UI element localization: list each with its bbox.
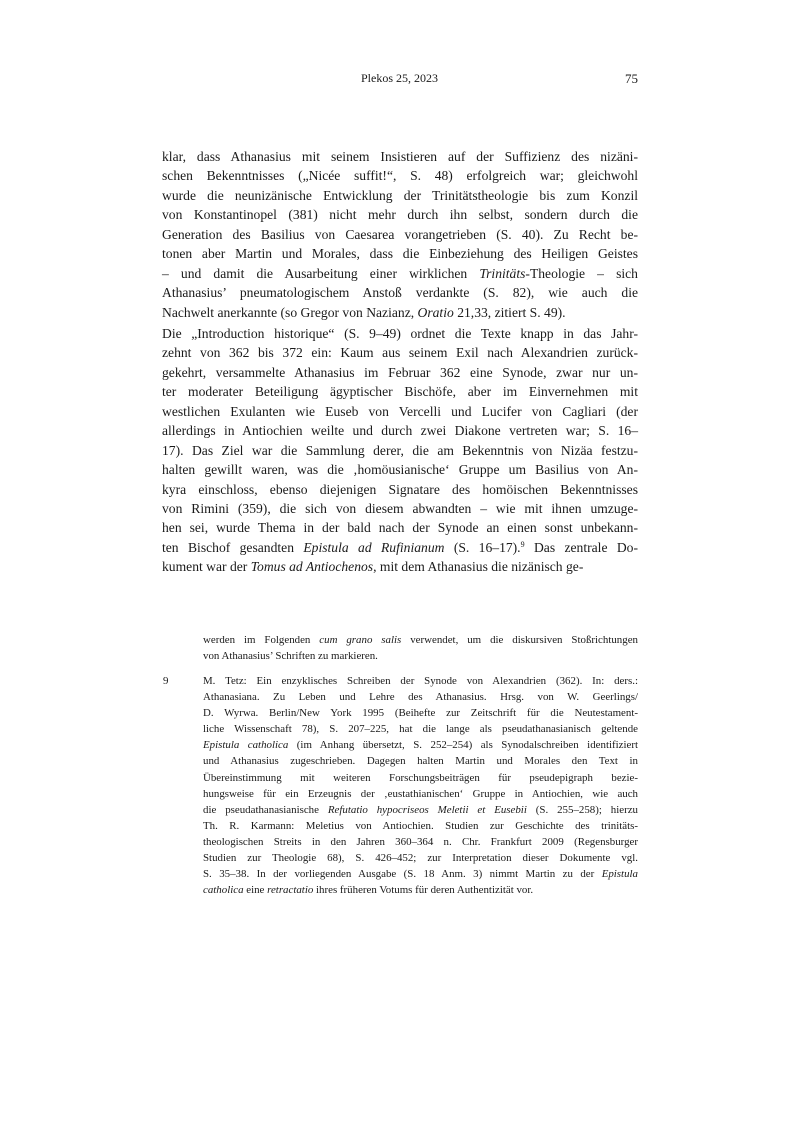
text-segment: (S. 255–258); hierzu <box>526 803 639 816</box>
italic-title: Trinitäts <box>479 265 526 281</box>
text-line <box>162 557 638 576</box>
text-segment: schen Bekenntnisses („Nicée suffit!“, S. 48) erfolgreich war; gleichwohl <box>162 168 638 184</box>
text-line <box>162 460 638 479</box>
text-segment: verwendet, um die diskursiven Stoßrichtungen <box>401 634 638 646</box>
text-segment: klar, dass Athanasius mit seinem Insistieren auf der Suffizienz des nizäni- <box>162 149 638 164</box>
text-segment: 17). Das Ziel war die Sammlung derer, die am Bekenntnis von Nizäa festzu- <box>162 442 638 458</box>
text-segment: -Theologie – sich <box>525 265 638 281</box>
footnote-reference: 9 <box>520 539 525 549</box>
text-segment: zehnt von 362 bis 372 ein: Kaum aus seinem Exil nach Alexandrien zurück- <box>162 345 638 361</box>
text-segment: Übereinstimmung mit weiteren Forschungsbeiträgen für pseudepigraph bezie- <box>203 771 638 784</box>
text-segment: (S. 16–17). <box>444 539 521 555</box>
text-segment: ten Bischof gesandten <box>162 539 304 555</box>
text-segment: ihres früheren Votums für deren Authentizität vor. <box>313 884 534 897</box>
italic-title: Refutatio hypocriseos Meletii et Eusebii <box>327 803 527 816</box>
text-line <box>203 866 638 882</box>
text-line <box>203 834 638 850</box>
text-line <box>203 648 638 664</box>
text-segment: hen sei, wurde Thema in der bald nach der Synode an einen sonst unbekann- <box>162 520 638 536</box>
italic-title: Epistula catholica <box>203 739 289 752</box>
text-line <box>203 689 638 705</box>
footnote-continuation <box>203 632 638 664</box>
page-number: 75 <box>625 71 638 86</box>
text-line <box>203 721 638 737</box>
text-segment: wurde die neunizänische Entwicklung der Trinitätstheologie bis zum Konzil <box>162 187 638 203</box>
italic-title: catholica <box>203 884 244 897</box>
text-line <box>162 441 638 460</box>
body-paragraph-1 <box>162 147 638 322</box>
text-line <box>203 770 638 786</box>
text-line <box>162 499 638 518</box>
text-segment: – und damit die Ausarbeitung einer wirklichen <box>162 265 480 281</box>
text-segment: 21,33, zitiert S. 49). <box>453 304 566 320</box>
text-segment: von Konstantinopel (381) nicht mehr durch ihn selbst, sondern durch die <box>162 207 638 223</box>
text-segment: gekehrt, versammelte Athanasius im Februar 362 eine Synode, zwar nur un- <box>162 364 638 380</box>
text-segment: hungsweise für ein Erzeugnis der ‚eustathianischen‘ Gruppe in Antiochien, wie auch <box>203 787 638 800</box>
text-line <box>162 244 638 263</box>
text-line <box>162 363 638 382</box>
text-segment: S. 35–38. In der vorliegenden Ausgabe (S. 18 Anm. 3) nimmt Martin zu der <box>203 868 602 881</box>
text-segment: von Athanasius’ Schriften zu markieren. <box>203 650 378 663</box>
text-segment: und Athanasius zugeschrieben. Dagegen halten Martin und Morales den Text in <box>203 755 638 768</box>
text-line <box>162 343 638 362</box>
italic-title: Tomus ad Antiochenos <box>250 559 374 575</box>
text-segment: kument war der <box>162 559 251 575</box>
text-segment: liche Wissenschaft 78), S. 207–225, hat die lange als pseudathanasianisch geltende <box>203 723 638 736</box>
text-line <box>162 480 638 499</box>
text-segment: theologischen Streits in den Jahren 360–364 n. Chr. Frankfurt 2009 (Regensburger <box>203 835 638 848</box>
text-line <box>162 518 638 537</box>
footnote-9 <box>203 673 638 898</box>
text-line <box>162 264 638 283</box>
text-line <box>162 402 638 421</box>
text-line <box>203 882 638 898</box>
text-line <box>203 786 638 802</box>
text-line <box>203 705 638 721</box>
text-segment: Athanasius’ pneumatologischem Anstoß verdankte (S. 82), wie auch die <box>162 285 638 301</box>
text-line <box>203 850 638 866</box>
text-segment: von Rimini (359), die sich von diesem abwandten – wie mit ihnen umzuge- <box>162 500 638 516</box>
text-line <box>162 421 638 440</box>
text-segment: D. Wyrwa. Berlin/New York 1995 (Beihefte zur Zeitschrift für die Neutestament- <box>203 707 638 720</box>
text-segment: tonen aber Martin und Morales, dass die Einbeziehung des Heiligen Geistes <box>162 246 638 262</box>
text-line <box>162 225 638 244</box>
text-line <box>162 324 638 343</box>
text-segment: Generation des Basilius von Caesarea vorangetrieben (S. 40). Zu Recht be- <box>162 226 638 242</box>
text-line <box>203 802 638 818</box>
footnote-number: 9 <box>163 675 169 687</box>
text-segment: Nachwelt anerkannte (so Gregor von Nazianz, <box>162 304 418 320</box>
text-segment: Athanasiana. Zu Leben und Lehre des Athanasius. Hrsg. von W. Geerlings/ <box>203 691 638 704</box>
text-line <box>162 382 638 401</box>
text-segment: halten gewillt waren, was die ‚homöusianische‘ Gruppe um Basilius von An- <box>162 462 638 478</box>
text-segment: Th. R. Karmann: Meletius von Antiochien. Studien zur Geschichte des trinitäts- <box>203 819 638 832</box>
text-segment: M. Tetz: Ein enzyklisches Schreiben der Synode von Alexandrien (362). In: ders.: <box>203 675 638 687</box>
text-line <box>203 673 638 689</box>
text-line <box>162 283 638 302</box>
text-segment: kyra einschloss, ebenso diejenigen Signatare des homöischen Bekenntnisses <box>162 481 638 497</box>
text-line <box>162 186 638 205</box>
italic-title: cum grano salis <box>319 634 402 646</box>
body-paragraph-2 <box>162 324 638 577</box>
italic-title: Oratio <box>417 304 454 320</box>
running-title: Plekos 25, 2023 <box>360 71 438 85</box>
text-segment: Studien zur Theologie 68), S. 426–452; zur Interpretation dieser Dokumente vgl. <box>203 852 638 865</box>
text-line <box>162 166 638 185</box>
italic-title: Epistula ad Rufinianum <box>303 539 445 555</box>
text-segment: eine <box>243 884 268 897</box>
text-line <box>162 147 638 166</box>
text-line <box>162 205 638 224</box>
text-line <box>203 753 638 769</box>
text-line <box>203 632 638 648</box>
text-segment: ter moderater Beteiligung ägyptischer Bischöfe, aber im Einvernehmen mit <box>162 384 638 400</box>
text-segment: Das zentrale Do- <box>524 539 638 555</box>
text-segment: , mit dem Athanasius die nizänisch ge- <box>373 559 584 575</box>
text-segment: werden im Folgenden <box>203 634 320 646</box>
text-segment: westlichen Exulanten wie Euseb von Vercelli und Lucifer von Cagliari (der <box>162 403 638 419</box>
text-line <box>162 538 638 557</box>
italic-title: retractatio <box>267 884 314 897</box>
text-line <box>162 303 638 322</box>
text-segment: die pseudathanasianische <box>203 803 328 816</box>
text-segment: allerdings in Antiochien weilte und durch zwei Diakone vertreten war; S. 16– <box>162 423 638 439</box>
italic-title: Epistula <box>601 868 638 881</box>
text-segment: (im Anhang übersetzt, S. 252–254) als Synodalschreiben identifiziert <box>288 739 638 752</box>
text-segment: Die „Introduction historique“ (S. 9–49) ordnet die Texte knapp in das Jahr- <box>162 326 638 341</box>
text-line <box>203 818 638 834</box>
text-line <box>203 737 638 753</box>
